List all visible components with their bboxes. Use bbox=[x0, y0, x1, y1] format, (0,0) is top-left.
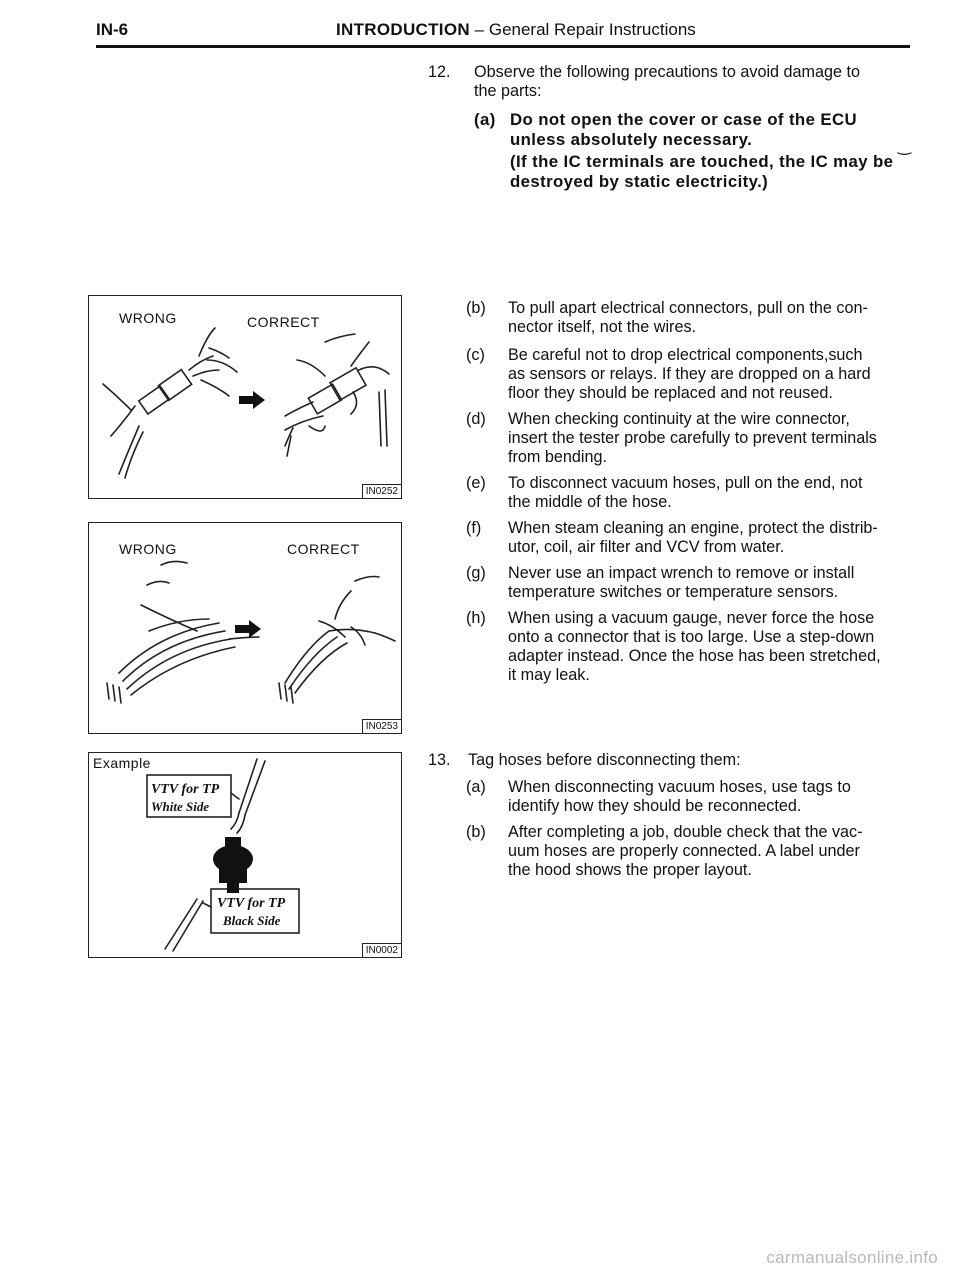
item-12h-label: (h) bbox=[466, 609, 486, 627]
tag-1-text-line1: VTV for TP bbox=[151, 782, 220, 797]
item-12-intro-line2: the parts: bbox=[474, 82, 542, 100]
item-12h-line2: onto a connector that is too large. Use a step-down bbox=[508, 628, 875, 646]
figure-2-wrong-label: WRONG bbox=[119, 541, 177, 557]
tag-illustration bbox=[89, 753, 401, 957]
arrow-icon bbox=[235, 620, 261, 638]
item-12-intro-line1: Observe the following precautions to avoid damage to bbox=[474, 63, 861, 81]
item-12c-line1: Be careful not to drop electrical components,such bbox=[508, 346, 863, 364]
section-subtitle: General Repair Instructions bbox=[488, 20, 696, 39]
section-title: INTRODUCTION bbox=[336, 20, 470, 39]
header-rule bbox=[96, 45, 910, 48]
item-12g-label: (g) bbox=[466, 564, 486, 582]
item-12g-line1: Never use an impact wrench to remove or install bbox=[508, 564, 855, 582]
item-12f-line1: When steam cleaning an engine, protect the distrib- bbox=[508, 519, 878, 537]
page-header bbox=[0, 0, 960, 50]
item-13b-line1: After completing a job, double check that the vac- bbox=[508, 823, 863, 841]
item-12d-line2: insert the tester probe carefully to prevent terminals bbox=[508, 429, 877, 447]
item-13a-line2: identify how they should be reconnected. bbox=[508, 797, 802, 815]
figure-1-correct-label: CORRECT bbox=[247, 314, 320, 330]
item-12b-line2: nector itself, not the wires. bbox=[508, 318, 697, 336]
item-13-intro: Tag hoses before disconnecting them: bbox=[468, 751, 741, 769]
item-12d-label: (d) bbox=[466, 410, 486, 428]
arrow-icon bbox=[239, 391, 265, 409]
item-12c-line2: as sensors or relays. If they are dropped on a hard bbox=[508, 365, 871, 383]
item-13a-line1: When disconnecting vacuum hoses, use tags to bbox=[508, 778, 851, 796]
item-12f-label: (f) bbox=[466, 519, 482, 537]
connector-illustration bbox=[89, 296, 401, 498]
item-12h-line1: When using a vacuum gauge, never force the hose bbox=[508, 609, 875, 627]
item-13b-line2: uum hoses are properly connected. A label under bbox=[508, 842, 860, 860]
figure-1-code: IN0252 bbox=[362, 484, 401, 498]
tag-1-text-line2: White Side bbox=[151, 799, 210, 814]
tag-2-text-line1: VTV for TP bbox=[217, 896, 286, 911]
item-12d-line3: from bending. bbox=[508, 448, 607, 466]
item-12f-line2: utor, coil, air filter and VCV from water. bbox=[508, 538, 785, 556]
tag-2-text-line2: Black Side bbox=[223, 913, 281, 928]
figure-2-code: IN0253 bbox=[362, 719, 401, 733]
figure-3-title: Example bbox=[93, 755, 151, 771]
figure-hose-tags bbox=[88, 752, 402, 958]
item-12e-line2: the middle of the hose. bbox=[508, 493, 672, 511]
item-12a-label: (a) bbox=[474, 110, 496, 129]
item-12a-line3: (If the IC terminals are touched, the IC may be bbox=[510, 152, 894, 171]
item-12b-label: (b) bbox=[466, 299, 486, 317]
title-separator: – bbox=[469, 20, 489, 39]
item-13-number: 13. bbox=[428, 751, 451, 769]
item-12h-line4: it may leak. bbox=[508, 666, 590, 684]
item-12c-line3: floor they should be replaced and not reused. bbox=[508, 384, 833, 402]
item-12b-line1: To pull apart electrical connectors, pull on the con- bbox=[508, 299, 868, 317]
figure-1-wrong-label: WRONG bbox=[119, 310, 177, 326]
item-13b-line3: the hood shows the proper layout. bbox=[508, 861, 752, 879]
item-13b-label: (b) bbox=[466, 823, 486, 841]
stray-mark: ‿ bbox=[898, 138, 911, 155]
item-12a-line4: destroyed by static electricity.) bbox=[510, 172, 769, 191]
item-13a-label: (a) bbox=[466, 778, 486, 796]
item-12e-label: (e) bbox=[466, 474, 486, 492]
watermark: carmanualsonline.info bbox=[766, 1248, 938, 1267]
item-12h-line3: adapter instead. Once the hose has been stretched, bbox=[508, 647, 881, 665]
figure-2-correct-label: CORRECT bbox=[287, 541, 360, 557]
item-12a-line1: Do not open the cover or case of the ECU bbox=[510, 110, 858, 129]
item-12d-line1: When checking continuity at the wire connector, bbox=[508, 410, 850, 428]
item-12e-line1: To disconnect vacuum hoses, pull on the end, not bbox=[508, 474, 863, 492]
page-title bbox=[336, 20, 696, 40]
page-code: IN-6 bbox=[96, 20, 129, 39]
item-12-number: 12. bbox=[428, 63, 451, 81]
figure-connectors bbox=[88, 295, 402, 499]
figure-vacuum-hoses bbox=[88, 522, 402, 734]
item-12a-line2: unless absolutely necessary. bbox=[510, 130, 753, 149]
item-12c-label: (c) bbox=[466, 346, 485, 364]
figure-3-code: IN0002 bbox=[362, 943, 401, 957]
item-12g-line2: temperature switches or temperature sensors. bbox=[508, 583, 839, 601]
